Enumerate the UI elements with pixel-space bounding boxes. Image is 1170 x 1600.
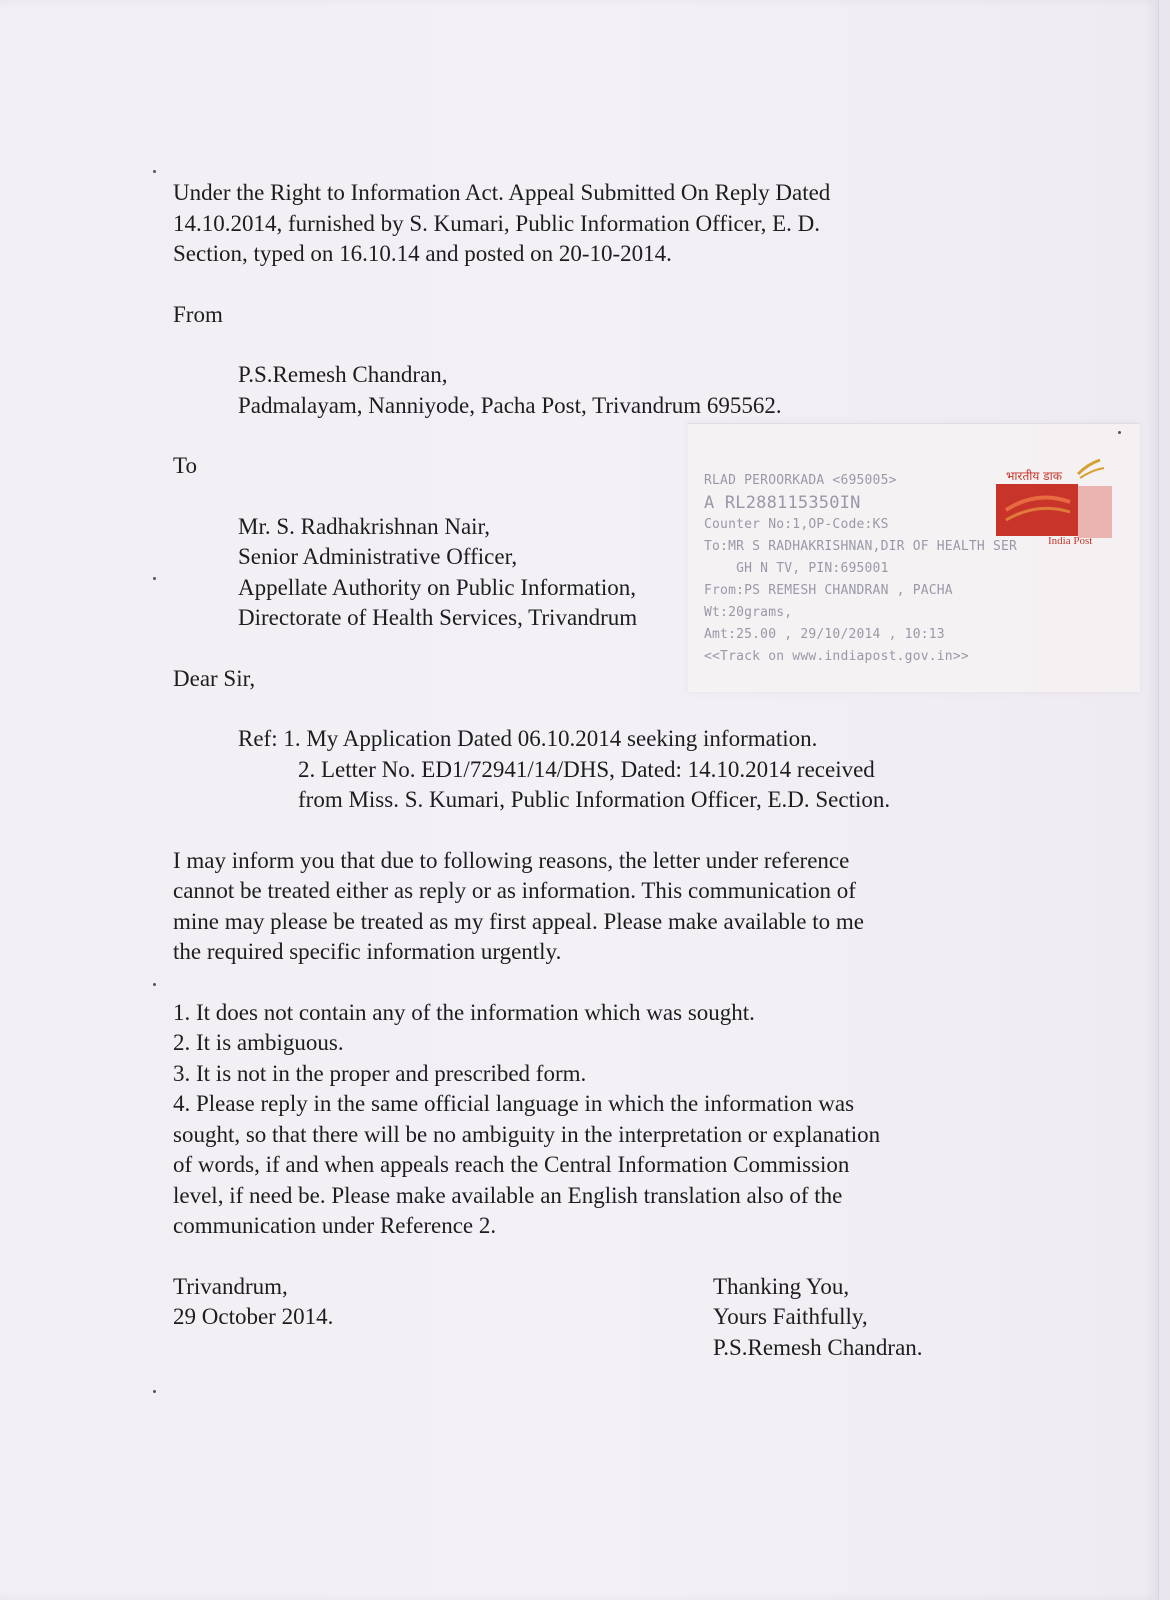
paper-speck: [153, 983, 156, 986]
reference-block: [173, 724, 1003, 816]
reference-line: 2. Letter No. ED1/72941/14/DHS, Dated: 14.10.2014 received: [298, 756, 875, 782]
postal-label: [688, 423, 1140, 692]
subject-line: Section, typed on 16.10.14 and posted on 20-10-2014.: [173, 241, 672, 266]
logo-caption: India Post: [1048, 535, 1093, 546]
letter-body: [173, 178, 1003, 1402]
postal-line: To:MR S RADHAKRISHNAN,DIR OF HEALTH SER: [704, 539, 1018, 554]
recipient-name: Mr. S. Radhakrishnan Nair,: [238, 513, 491, 539]
postal-line: Counter No:1,OP-Code:KS: [704, 517, 889, 532]
reason-line: of words, if and when appeals reach the Central Information Commission: [173, 1152, 850, 1177]
reason-line: sought, so that there will be no ambiguity in the interpretation or explanation: [173, 1121, 881, 1147]
reason-line: level, if need be. Please make available an English translation also of the: [173, 1182, 843, 1208]
recipient-line: Senior Administrative Officer,: [238, 544, 518, 569]
reasons-list: [173, 998, 983, 1242]
postal-line: <<Track on www.indiapost.gov.in>>: [704, 649, 969, 664]
place-date: [173, 1272, 333, 1333]
signature-name: P.S.Remesh Chandran.: [713, 1334, 923, 1360]
reference-line: from Miss. S. Kumari, Public Information Officer, E.D. Section.: [298, 787, 891, 812]
body-line: the required specific information urgently.: [173, 939, 562, 964]
postal-line: Amt:25.00 , 29/10/2014 , 10:13: [704, 627, 945, 642]
postal-label-text: [704, 470, 1017, 668]
postal-line: RLAD PEROORKADA <695005>: [704, 473, 897, 488]
subject-line: 14.10.2014, furnished by S. Kumari, Public Information Officer, E. D.: [173, 210, 821, 236]
sender-address-line: Padmalayam, Nanniyode, Pacha Post, Trivandrum 695562.: [238, 392, 782, 418]
body-line: mine may please be treated as my first appeal. Please make available to me: [173, 908, 864, 934]
closing-section: [173, 1272, 1003, 1402]
paper-speck: [153, 577, 156, 580]
paper-speck: [153, 170, 156, 173]
place: Trivandrum,: [173, 1273, 288, 1299]
logo-hindi-text: भारतीय डाक: [1006, 469, 1062, 483]
sender-name: P.S.Remesh Chandran,: [238, 362, 448, 387]
yours-faithfully: Yours Faithfully,: [713, 1304, 868, 1329]
thanks-line: Thanking You,: [713, 1273, 850, 1299]
postal-line: From:PS REMESH CHANDRAN , PACHA: [704, 583, 953, 598]
from-label: From: [173, 301, 223, 327]
recipient-line: Appellate Authority on Public Information,: [238, 574, 636, 600]
reason-line: communication under Reference 2.: [173, 1213, 497, 1238]
body-line: I may inform you that due to following reasons, the letter under reference: [173, 847, 850, 873]
letter-subject: [173, 178, 963, 270]
paper-speck: [153, 1390, 156, 1393]
postal-line: GH N TV, PIN:695001: [704, 561, 889, 576]
reason-line: 4. Please reply in the same official language in which the information was: [173, 1091, 855, 1116]
postal-line: Wt:20grams,: [704, 605, 793, 620]
reason-line: 3. It is not in the proper and prescribed form.: [173, 1060, 587, 1086]
paper-speck: [1118, 431, 1121, 434]
subject-line: Under the Right to Information Act. Appeal Submitted On Reply Dated: [173, 180, 831, 205]
body-line: cannot be treated either as reply or as information. This communication of: [173, 878, 856, 903]
reference-line: Ref: 1. My Application Dated 06.10.2014 seeking information.: [238, 726, 818, 751]
body-paragraph: [173, 846, 973, 968]
salutation: Dear Sir,: [173, 665, 256, 691]
india-post-logo-icon: [982, 446, 1112, 546]
sign-off: [713, 1272, 923, 1364]
sender-address: [173, 360, 1003, 421]
date: 29 October 2014.: [173, 1304, 334, 1329]
to-label: To: [173, 453, 197, 478]
recipient-line: Directorate of Health Services, Trivandrum: [238, 605, 638, 630]
postal-tracking-number: A RL288115350IN: [704, 493, 861, 513]
reason-line: 2. It is ambiguous.: [173, 1030, 344, 1055]
reason-line: 1. It does not contain any of the information which was sought.: [173, 999, 755, 1025]
